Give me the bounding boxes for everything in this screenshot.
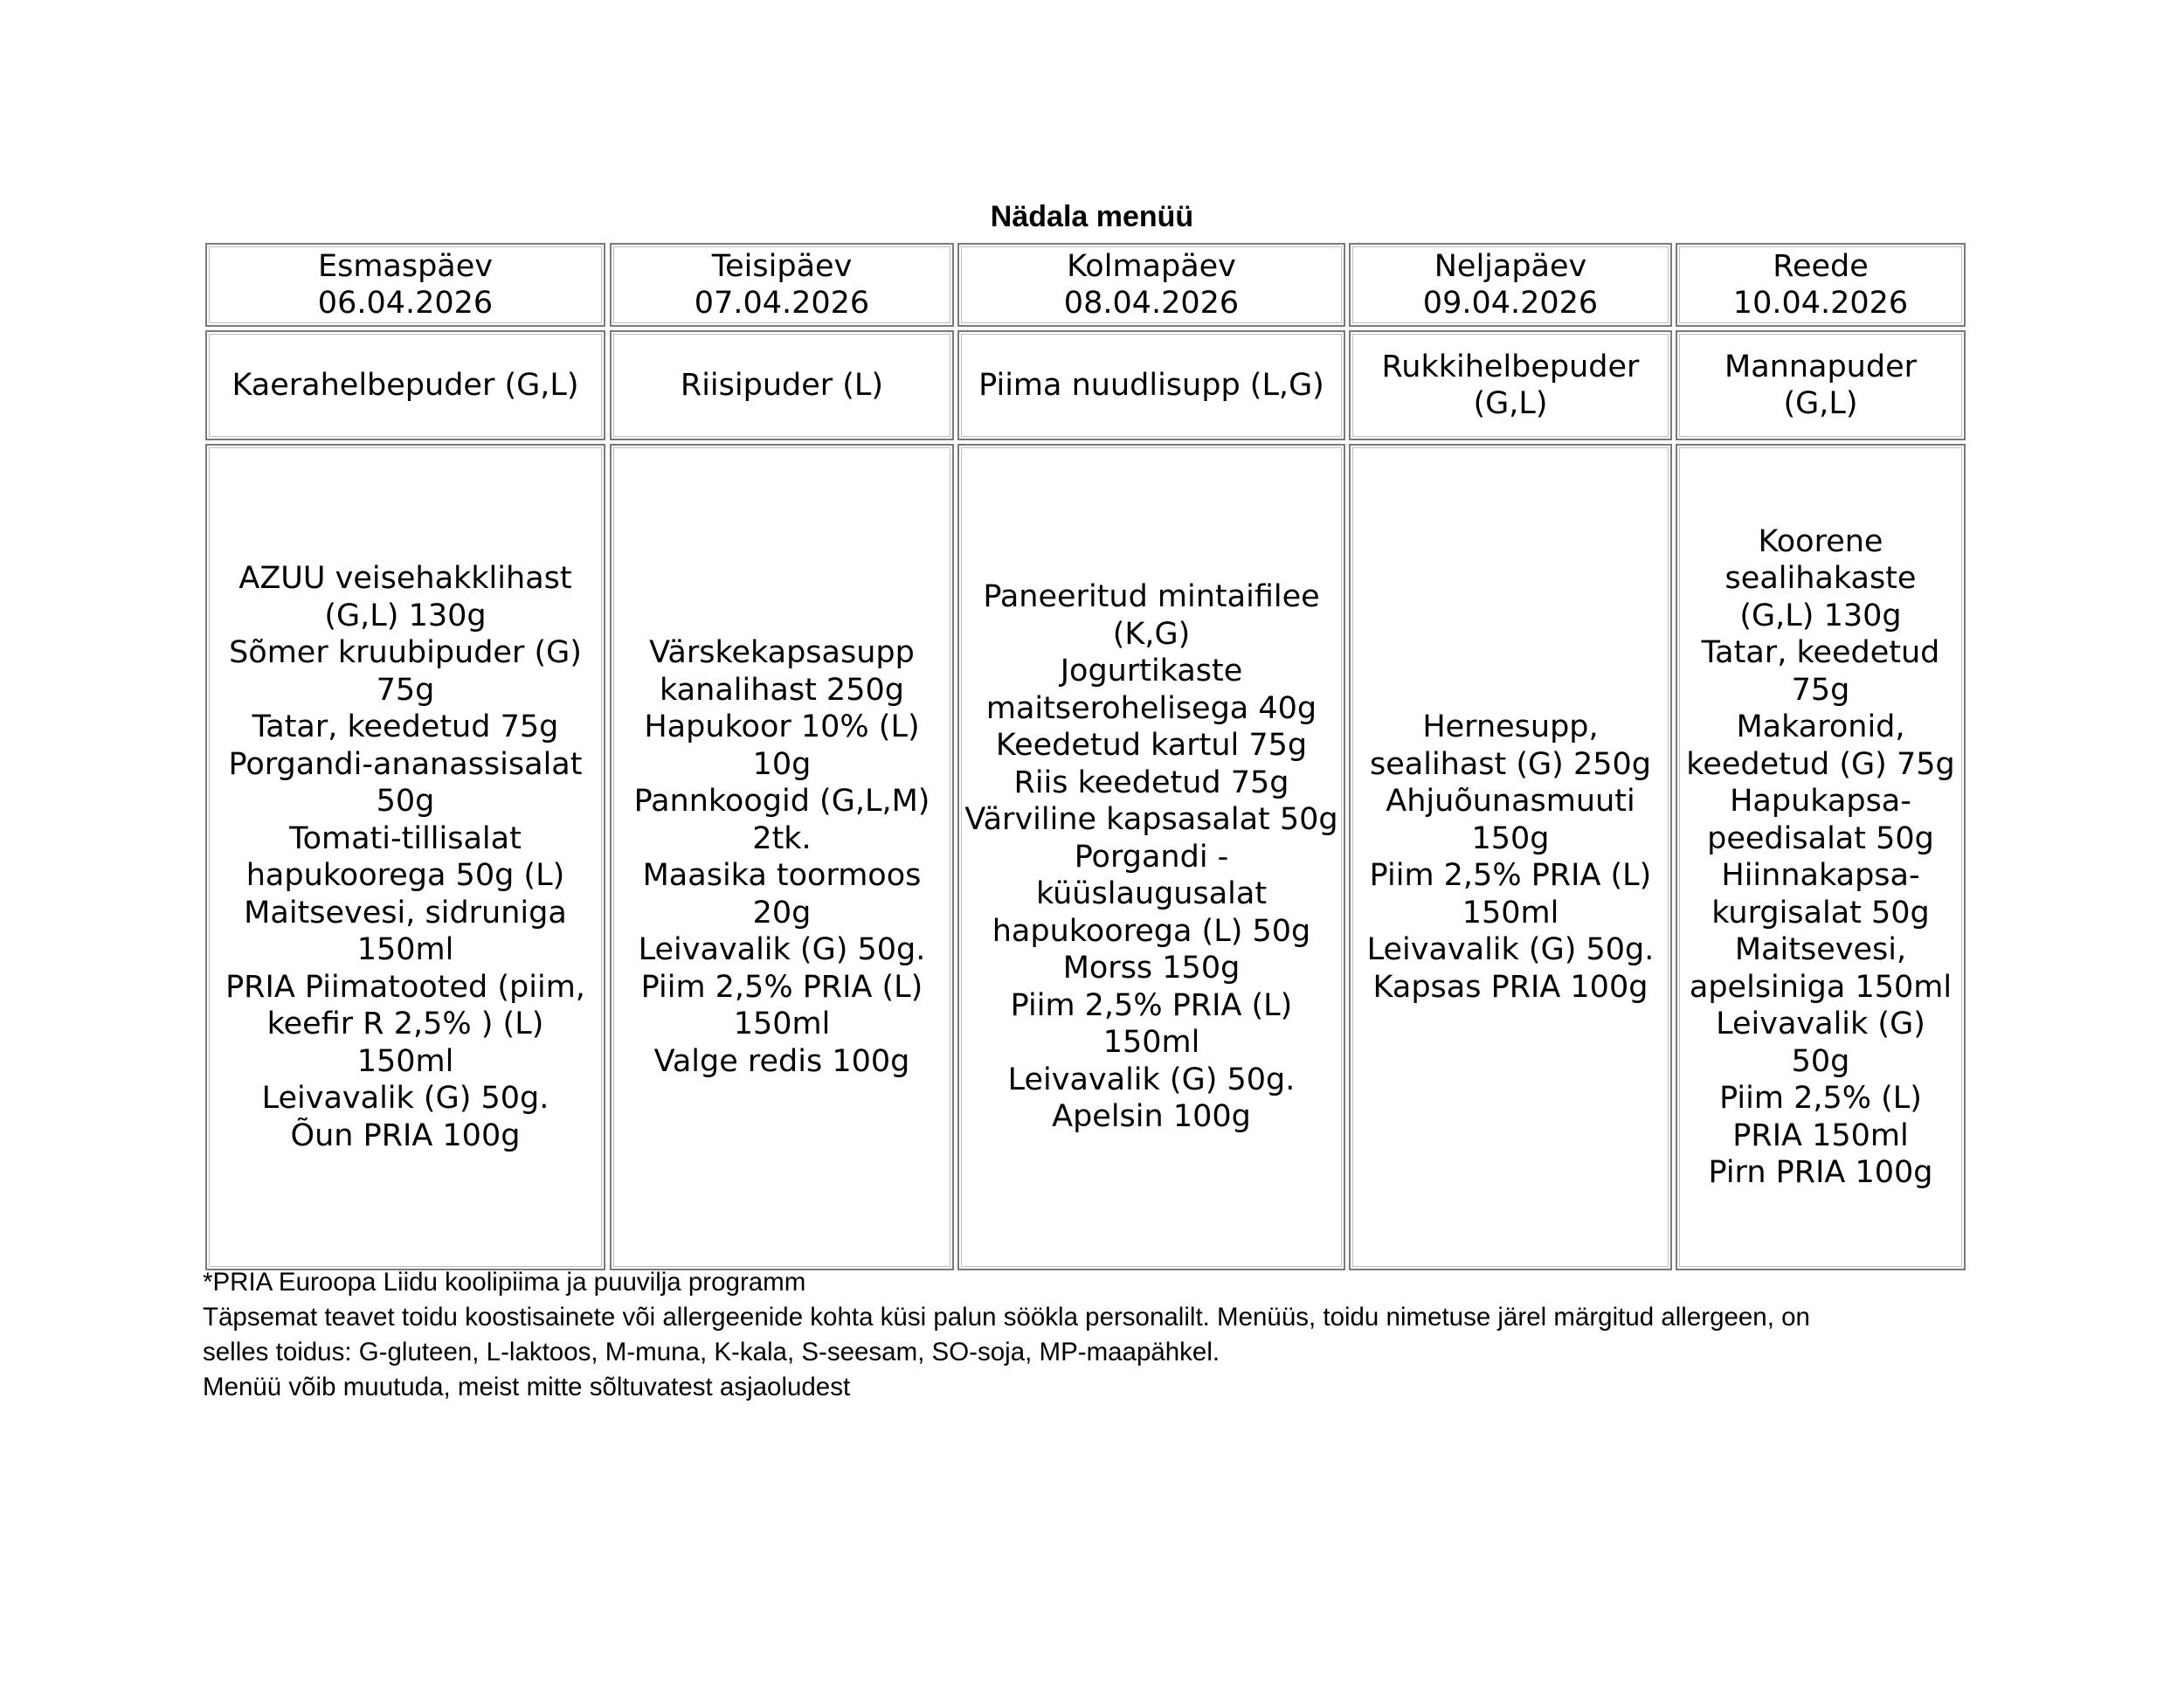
day-header-tuesday (610, 243, 954, 327)
lunch-item: 75g (1791, 672, 1850, 708)
lunch-item: Maitsevesi, sidruniga (244, 895, 567, 930)
lunch-item: 10g (752, 746, 812, 782)
day-date: 07.04.2026 (694, 286, 870, 321)
lunch-item: hapukoorega 50g (L) (245, 858, 565, 893)
lunch-item: Piim 2,5% (L) (1719, 1081, 1922, 1116)
lunch-item: 20g (752, 895, 812, 930)
footnote-menu-change: Menüü võib muutuda, meist mitte sõltuvatest asjaoludest (203, 1373, 851, 1401)
lunch-item: Hiinnakapsa- (1721, 858, 1920, 893)
day-name: Esmaspäev (317, 249, 494, 284)
lunch-item: 50g (376, 784, 435, 819)
lunch-item: AZUU veisehakklihast (238, 561, 572, 596)
lunch-item: Piim 2,5% PRIA (L) (1369, 858, 1652, 893)
breakfast-item: Rukkihelbepuder (1381, 349, 1640, 384)
breakfast-cell-monday (205, 330, 605, 440)
breakfast-item: Riisipuder (L) (680, 368, 884, 403)
lunch-item: Kapsas PRIA 100g (1372, 969, 1648, 1005)
lunch-cell-tuesday (610, 444, 954, 1270)
lunch-item: 2tk. (752, 820, 812, 856)
lunch-item: Piim 2,5% PRIA (L) (640, 969, 923, 1005)
lunch-item: keedetud (G) 75g (1686, 746, 1955, 782)
lunch-item: kurgisalat 50g (1711, 895, 1930, 930)
breakfast-cell-thursday (1349, 330, 1672, 440)
breakfast-item: Kaerahelbepuder (G,L) (232, 368, 579, 403)
lunch-item: 50g (1791, 1043, 1850, 1079)
breakfast-cell-wednesday (957, 330, 1345, 440)
lunch-item: Paneeritud mintaifilee (983, 579, 1320, 615)
day-name: Teisipäev (711, 249, 853, 284)
lunch-item: Valge redis 100g (653, 1043, 910, 1079)
footnotes (203, 1265, 2002, 1405)
lunch-item: maitserohelisega 40g (985, 690, 1317, 726)
lunch-item: Piim 2,5% PRIA (L) (1010, 987, 1293, 1023)
day-header-thursday (1349, 243, 1672, 327)
lunch-item: Apelsin 100g (1052, 1099, 1251, 1135)
breakfast-item: (G,L) (1783, 386, 1858, 421)
breakfast-item: Piima nuudlisupp (L,G) (978, 368, 1324, 403)
lunch-item: peedisalat 50g (1707, 820, 1934, 856)
lunch-item: Pirn PRIA 100g (1708, 1155, 1933, 1190)
lunch-item: Hapukoor 10% (L) (644, 709, 920, 744)
day-header-wednesday (957, 243, 1345, 327)
lunch-item: Keedetud kartul 75g (995, 728, 1308, 764)
lunch-item: Leivavalik (G) 50g. (1007, 1062, 1296, 1097)
lunch-item: Värviline kapsasalat 50g (964, 802, 1338, 838)
day-date: 09.04.2026 (1422, 286, 1599, 321)
lunch-item: Leivavalik (G) 50g. (1366, 932, 1655, 967)
lunch-cell-thursday (1349, 444, 1672, 1270)
lunch-item: Morss 150g (1062, 951, 1241, 986)
lunch-item: sealihast (G) 250g (1370, 746, 1651, 782)
lunch-item: Koorene (1758, 523, 1883, 559)
lunch-item: sealihakaste (1724, 561, 1917, 596)
breakfast-item: (G,L) (1473, 386, 1548, 421)
lunch-item: Maasika toormoos (642, 858, 922, 893)
footnote-pria: *PRIA Euroopa Liidu koolipiima ja puuvilja programm (203, 1268, 806, 1297)
lunch-item: Pannkoogid (G,L,M) (633, 784, 930, 819)
breakfast-cell-tuesday (610, 330, 954, 440)
lunch-item: Leivavalik (G) (1716, 1007, 1925, 1041)
lunch-item: Leivavalik (G) 50g. (261, 1081, 549, 1116)
day-date: 10.04.2026 (1732, 286, 1909, 321)
day-header-monday (205, 243, 605, 327)
day-header-friday (1676, 243, 1966, 327)
lunch-item: (G,L) 130g (324, 598, 487, 633)
lunch-item: Maitsevesi, (1734, 932, 1907, 967)
lunch-item: keefir R 2,5% ) (L) (266, 1007, 544, 1041)
lunch-item: 150ml (1102, 1025, 1200, 1061)
lunch-item: Hapukapsa- (1730, 784, 1911, 819)
lunch-item: Porgandi - (1074, 839, 1229, 875)
day-name: Neljapäev (1434, 249, 1587, 284)
footnote-allergen-info: Täpsemat teavet toidu koostisainete või allergeenide kohta küsi palun söökla personalilt. Menüüs, toidu nimetuse järel märgitud allergeen, on (203, 1303, 1810, 1332)
day-name: Reede (1773, 249, 1869, 284)
page-title: Nädala menüü (990, 200, 1194, 233)
lunch-item: Riis keedetud 75g (1013, 764, 1289, 800)
lunch-item: 150ml (356, 932, 454, 967)
lunch-item: 150ml (1462, 895, 1559, 930)
lunch-item: Leivavalik (G) 50g. (638, 932, 926, 967)
lunch-item: Jogurtikaste (1060, 654, 1243, 689)
lunch-item: (G,L) 130g (1739, 598, 1902, 633)
lunch-item: 75g (376, 672, 435, 708)
lunch-item: Tomati-tillisalat (289, 820, 522, 856)
lunch-item: Tatar, keedetud (1701, 635, 1940, 670)
lunch-cell-monday (205, 444, 605, 1270)
lunch-item: PRIA Piimatooted (piim, (225, 969, 585, 1005)
lunch-item: Õun PRIA 100g (290, 1117, 521, 1153)
lunch-item: Värskekapsasupp (649, 635, 915, 670)
lunch-cell-wednesday (957, 444, 1345, 1270)
day-date: 06.04.2026 (317, 286, 494, 321)
lunch-item: 150ml (733, 1007, 831, 1041)
lunch-item: Hernesupp, (1422, 709, 1599, 744)
lunch-item: küüslaugusalat (1035, 876, 1268, 912)
day-name: Kolmapäev (1067, 249, 1236, 284)
lunch-item: hapukoorega (L) 50g (992, 913, 1311, 949)
lunch-cell-friday (1676, 444, 1966, 1270)
lunch-item: 150g (1471, 820, 1550, 856)
lunch-item: Tatar, keedetud 75g (252, 709, 559, 744)
lunch-item: apelsiniga 150ml (1689, 969, 1952, 1005)
lunch-item: 150ml (356, 1043, 454, 1079)
lunch-item: Sõmer kruubipuder (G) (229, 635, 582, 670)
lunch-item: kanalihast 250g (660, 672, 904, 708)
breakfast-item: Mannapuder (1724, 349, 1917, 384)
lunch-item: Porgandi-ananassisalat (228, 746, 583, 782)
lunch-item: (K,G) (1112, 616, 1191, 652)
lunch-item: PRIA 150ml (1732, 1117, 1909, 1153)
day-date: 08.04.2026 (1063, 286, 1240, 321)
footnote-allergen-legend: selles toidus: G-gluteen, L-laktoos, M-muna, K-kala, S-seesam, SO-soja, MP-maapähkel. (203, 1338, 1220, 1366)
lunch-item: Makaronid, (1736, 709, 1905, 744)
lunch-item: Ahjuõunasmuuti (1386, 784, 1635, 819)
breakfast-cell-friday (1676, 330, 1966, 440)
